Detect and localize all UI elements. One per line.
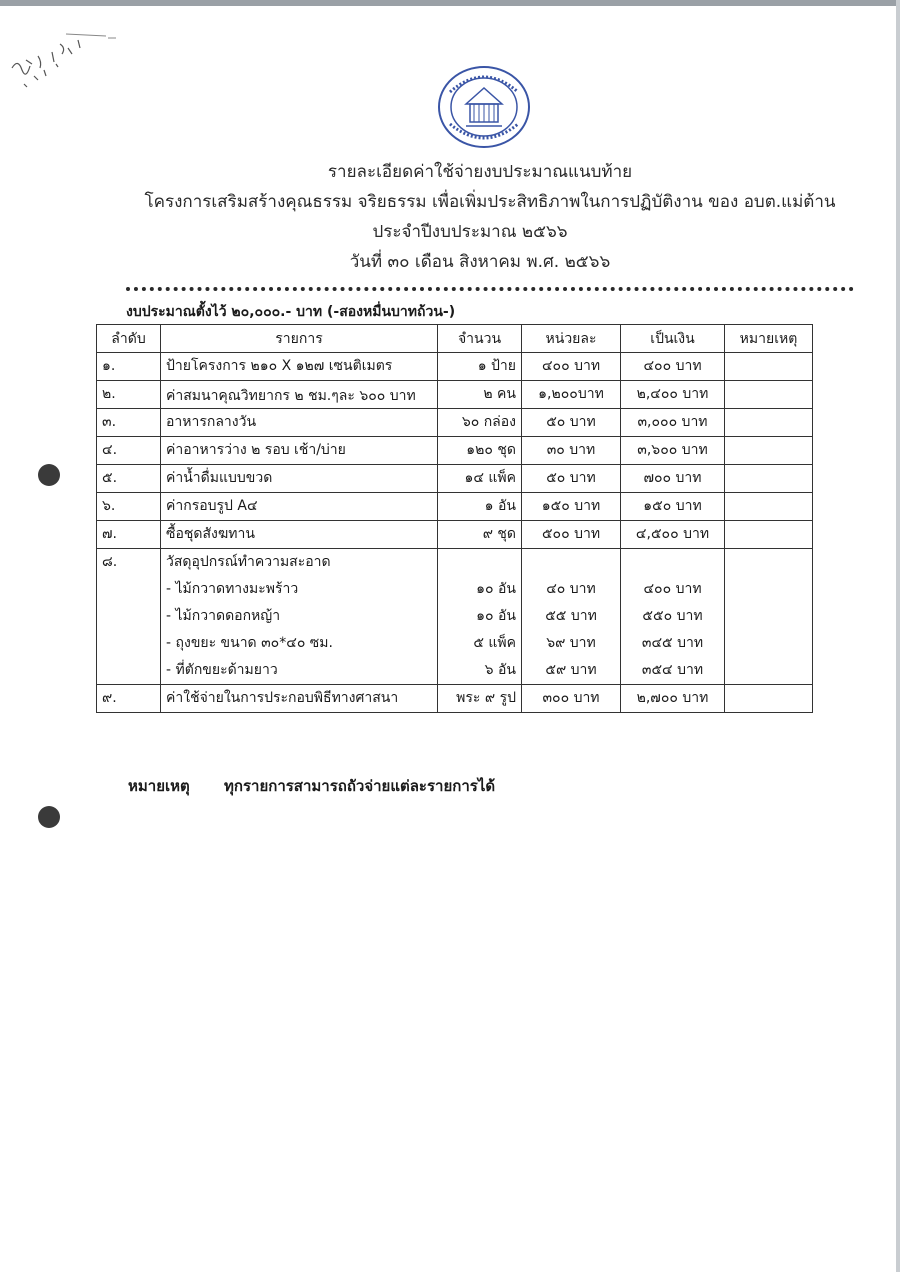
item-unit-price (522, 353, 621, 381)
scan-top-edge (0, 0, 900, 6)
item-quantity-line: ๑๐ อัน (476, 608, 516, 624)
item-remark (725, 353, 813, 381)
expense-table (96, 324, 813, 713)
row-number-text: ๗. (102, 526, 117, 542)
row-number-text: ๙. (102, 690, 117, 706)
project-name: โครงการเสริมสร้างคุณธรรม จริยธรรม เพื่อเพิ่มประสิทธิภาพในการปฏิบัติงาน ของ อบต.แม่ต้าน (144, 192, 836, 212)
item-amount-line: ๒,๗๐๐ บาท (636, 690, 709, 706)
item-unit-price-line: ๖๙ บาท (546, 635, 596, 651)
item-description-line: - ไม้กวาดดอกหญ้า (166, 608, 281, 624)
item-quantity-line: ๙ ชุด (482, 526, 516, 542)
item-amount (621, 353, 725, 381)
table-row (97, 465, 813, 493)
table-row (97, 521, 813, 549)
table-row (97, 493, 813, 521)
note-label: หมายเหตุ (128, 777, 190, 795)
item-unit-price-line: ๔๐๐ บาท (541, 358, 601, 374)
item-description (161, 521, 438, 549)
item-unit-price (522, 381, 621, 409)
row-number-text: ๑. (102, 358, 116, 374)
table-row (97, 437, 813, 465)
item-quantity (438, 409, 522, 437)
row-number (97, 381, 161, 409)
item-description (161, 493, 438, 521)
document-title: รายละเอียดค่าใช้จ่ายงบประมาณแนบท้าย (327, 162, 633, 182)
item-quantity-line: ๖ อัน (484, 662, 516, 678)
item-amount (621, 437, 725, 465)
item-quantity (438, 521, 522, 549)
item-amount-line: ๗๐๐ บาท (643, 470, 702, 486)
item-quantity-line: ๑๐ อัน (476, 581, 516, 597)
item-quantity-line: พระ ๙ รูป (456, 690, 516, 706)
item-description-line: - ไม้กวาดทางมะพร้าว (166, 581, 299, 597)
item-unit-price-line: ๑๕๐ บาท (541, 498, 601, 514)
item-unit-price-line: ๑,๒๐๐บาท (538, 386, 604, 402)
item-remark-text (730, 521, 807, 548)
table-row (97, 381, 813, 409)
item-unit-price (522, 465, 621, 493)
item-quantity (438, 353, 522, 381)
item-amount-line: ๔๐๐ บาท (643, 358, 702, 374)
col-header-no: ลำดับ (97, 325, 161, 353)
item-remark (725, 521, 813, 549)
table-row (97, 685, 813, 713)
col-header-amount: เป็นเงิน (621, 325, 725, 353)
table-header-row (97, 325, 813, 353)
row-number (97, 409, 161, 437)
item-quantity-line: ๑๒๐ ชุด (466, 442, 516, 458)
row-number-text: ๘. (102, 554, 118, 570)
col-header-unit-price: หน่วยละ (522, 325, 621, 353)
row-number (97, 437, 161, 465)
item-amount-line: ๓๔๕ บาท (641, 635, 704, 651)
item-remark (725, 685, 813, 713)
item-amount (621, 685, 725, 713)
item-remark (725, 549, 813, 685)
item-unit-price-line: ๓๐๐ บาท (542, 690, 600, 706)
item-amount-line: ๑๕๐ บาท (643, 498, 702, 514)
item-remark-text (730, 465, 807, 492)
item-quantity-line: ๕ แพ็ค (473, 635, 516, 651)
organization-seal (436, 64, 532, 150)
item-description-line: ค่าน้ำดื่มแบบขวด (166, 470, 273, 486)
item-amount-line: ๓,๐๐๐ บาท (637, 414, 708, 430)
fiscal-year: ประจำปีงบประมาณ ๒๕๖๖ (372, 222, 568, 242)
item-description-line: ป้ายโครงการ ๒๑๐ X ๑๒๗ เซนติเมตร (166, 358, 393, 374)
col-header-item: รายการ (161, 325, 438, 353)
item-amount (621, 381, 725, 409)
item-remark-text (730, 381, 807, 408)
row-number (97, 353, 161, 381)
punch-hole (38, 464, 60, 486)
item-remark (725, 381, 813, 409)
item-remark-text (730, 409, 807, 436)
item-amount-line: ๕๕๐ บาท (642, 608, 703, 624)
item-amount (621, 521, 725, 549)
note-text: ทุกรายการสามารถถัวจ่ายแต่ละรายการได้ (224, 777, 496, 795)
item-description-line: - ที่ตักขยะด้ามยาว (166, 662, 278, 678)
item-description-line: ค่าสมนาคุณวิทยากร ๒ ชม.ๆละ ๖๐๐ บาท (166, 388, 416, 404)
col-header-qty: จำนวน (438, 325, 522, 353)
item-amount (621, 409, 725, 437)
item-quantity-line: ๑ อัน (484, 498, 516, 514)
item-amount-line (626, 549, 719, 576)
item-description-line: ซื้อชุดสังฆทาน (166, 526, 255, 542)
item-unit-price (522, 437, 621, 465)
item-unit-price-line: ๕๕ บาท (545, 608, 597, 624)
item-description-line: ค่ากรอบรูป A๔ (166, 498, 258, 514)
row-number (97, 549, 161, 685)
item-description-line: อาหารกลางวัน (166, 414, 257, 430)
dotted-divider (126, 287, 854, 291)
item-remark-text (730, 685, 807, 712)
item-quantity-line: ๖๐ กล่อง (461, 414, 516, 430)
item-amount (621, 465, 725, 493)
item-amount-line: ๔๐๐ บาท (643, 581, 702, 597)
row-number (97, 685, 161, 713)
row-number (97, 493, 161, 521)
item-description-line: ค่าใช้จ่ายในการประกอบพิธีทางศาสนา (166, 690, 399, 706)
item-description (161, 685, 438, 713)
item-quantity (438, 465, 522, 493)
item-description (161, 409, 438, 437)
item-remark (725, 465, 813, 493)
item-quantity (438, 493, 522, 521)
row-number-text: ๓. (102, 414, 117, 430)
item-unit-price (522, 521, 621, 549)
item-description (161, 381, 438, 409)
item-remark-text (730, 493, 807, 520)
punch-hole (38, 806, 60, 828)
item-remark (725, 493, 813, 521)
item-unit-price-line: ๓๐ บาท (546, 442, 596, 458)
item-remark-text (730, 549, 807, 576)
item-amount-line: ๓๕๔ บาท (641, 662, 704, 678)
row-number-text: ๒. (102, 386, 116, 402)
item-amount (621, 549, 725, 685)
handwritten-scribble (8, 30, 118, 100)
item-quantity-line: ๑๔ แพ็ค (464, 470, 516, 486)
table-row (97, 549, 813, 685)
item-unit-price (522, 409, 621, 437)
item-description-line: วัสดุอุปกรณ์ทำความสะอาด (166, 554, 331, 570)
item-quantity (438, 437, 522, 465)
item-unit-price-line (527, 549, 615, 576)
item-unit-price-line: ๕๐๐ บาท (541, 526, 601, 542)
item-description (161, 549, 438, 685)
item-unit-price-line: ๔๐ บาท (546, 581, 596, 597)
item-quantity (438, 685, 522, 713)
budget-line: งบประมาณตั้งไว้ ๒๐,๐๐๐.- บาท (-สองหมื่นบาทถ้วน-) (126, 304, 456, 320)
item-quantity (438, 381, 522, 409)
row-number (97, 521, 161, 549)
table-row (97, 353, 813, 381)
item-amount-line: ๓,๖๐๐ บาท (637, 442, 708, 458)
item-remark-text (730, 353, 807, 380)
item-remark (725, 437, 813, 465)
item-description (161, 465, 438, 493)
row-number (97, 465, 161, 493)
item-remark (725, 409, 813, 437)
row-number-text: ๔. (102, 442, 118, 458)
item-amount-line: ๔,๕๐๐ บาท (635, 526, 710, 542)
item-unit-price (522, 549, 621, 685)
item-unit-price-line: ๕๐ บาท (546, 470, 596, 486)
item-unit-price-line: ๕๐ บาท (546, 414, 596, 430)
table-row (97, 409, 813, 437)
item-unit-price (522, 685, 621, 713)
item-unit-price (522, 493, 621, 521)
document-date: วันที่ ๓๐ เดือน สิงหาคม พ.ศ. ๒๕๖๖ (349, 252, 611, 272)
item-quantity-line: ๒ คน (483, 386, 516, 402)
row-number-text: ๖. (102, 498, 116, 514)
item-description (161, 353, 438, 381)
item-quantity-line: ๑ ป้าย (477, 358, 516, 374)
item-amount (621, 493, 725, 521)
item-quantity (438, 549, 522, 685)
item-quantity-line (443, 549, 516, 576)
row-number-text: ๕. (102, 470, 118, 486)
item-description-line: - ถุงขยะ ขนาด ๓๐*๔๐ ซม. (166, 635, 333, 651)
item-description (161, 437, 438, 465)
item-amount-line: ๒,๔๐๐ บาท (636, 386, 709, 402)
item-unit-price-line: ๕๙ บาท (545, 662, 597, 678)
item-description-line: ค่าอาหารว่าง ๒ รอบ เช้า/บ่าย (166, 442, 346, 458)
item-remark-text (730, 437, 807, 464)
col-header-remark: หมายเหตุ (725, 325, 813, 353)
